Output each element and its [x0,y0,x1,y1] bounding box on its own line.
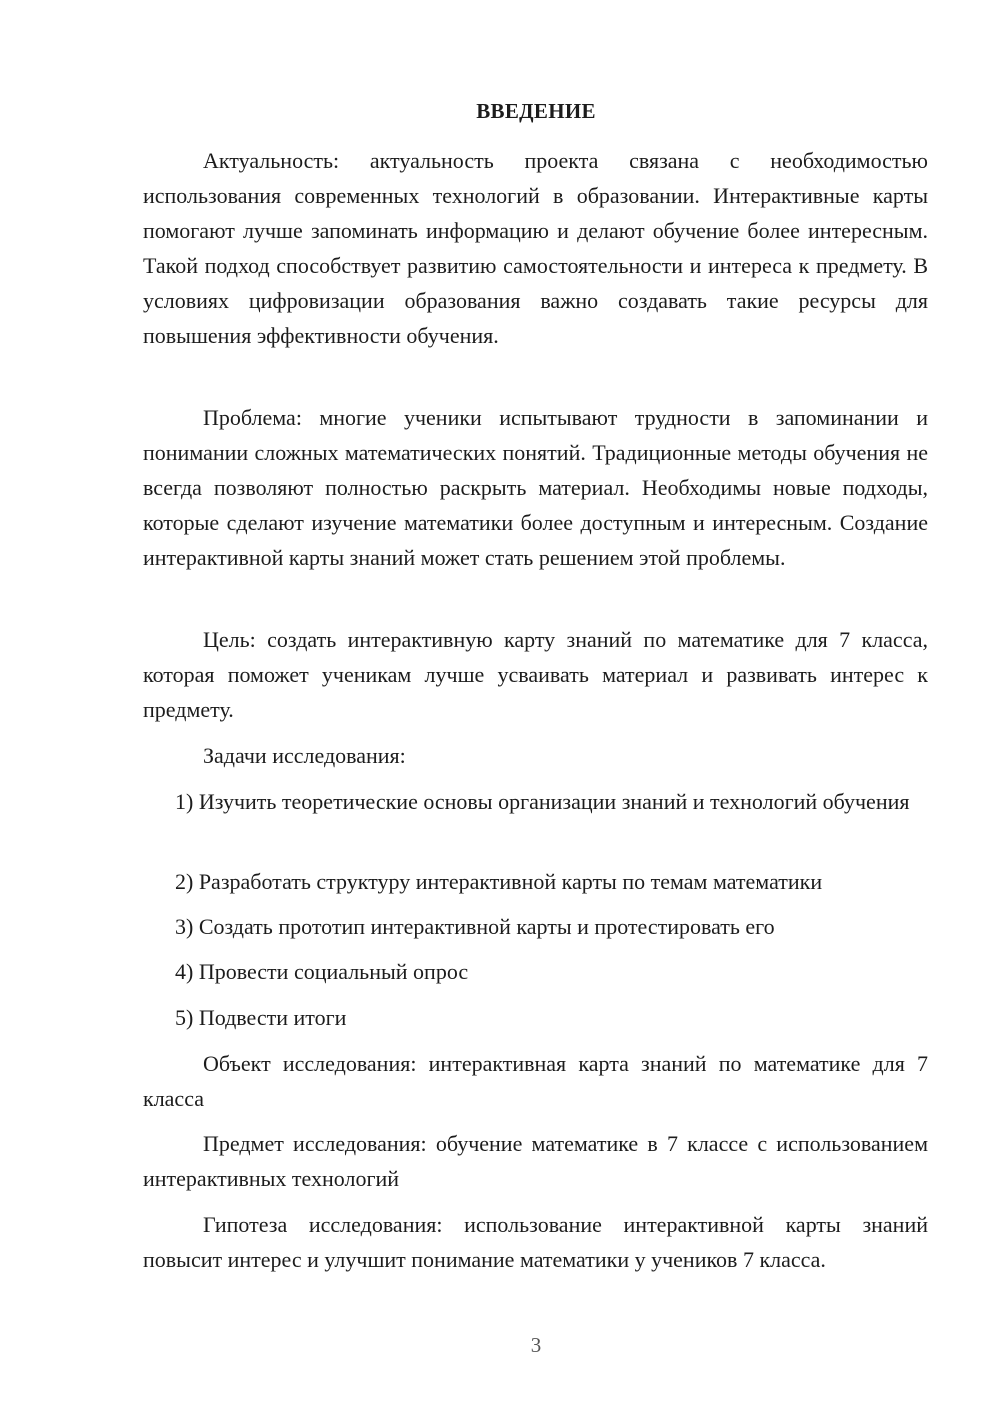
tasks-heading: Задачи исследования: [203,743,406,768]
paragraph-object: Объект исследования: интерактивная карта знаний по математике для 7 класса [143,1051,928,1111]
list-item: 4) Провести социальный опрос [175,959,469,984]
paragraph-problem: Проблема: многие ученики испытывают трудности в запоминании и понимании сложных математических понятий. Традиционные методы обучения не всегда позволяют полностью раскрыть материал. Необходимы новые подходы, которые сделают изучение математики более доступным и интересным. Создание интерактивной карты знаний может стать решением этой проблемы. [143,405,928,570]
page-title: ВВЕДЕНИЕ [476,99,596,123]
paragraph-goal: Цель: создать интерактивную карту знаний по математике для 7 класса, которая поможет ученикам лучше усваивать материал и развивать интерес к предмету. [143,627,928,722]
list-item: 5) Подвести итоги [175,1005,347,1030]
list-item: 1) Изучить теоретические основы организации знаний и технологий обучения [175,789,910,814]
list-item: 3) Создать прототип интерактивной карты и протестировать его [175,914,775,939]
paragraph-hypothesis: Гипотеза исследования: использование интерактивной карты знаний повысит интерес и улучшит понимание математики у учеников 7 класса. [143,1212,928,1272]
list-item: 2) Разработать структуру интерактивной карты по темам математики [175,869,823,894]
paragraph-subject: Предмет исследования: обучение математике в 7 классе с использованием интерактивных технологий [143,1131,928,1191]
paragraph-relevance: Актуальность: актуальность проекта связана с необходимостью использования современных технологий в образовании. Интерактивные карты помогают лучше запоминать информацию и делают обучение более интересным. Такой подход способствует развитию самостоятельности и интереса к предмету. В условиях цифровизации образования важно создавать такие ресурсы для повышения эффективности обучения. [143,148,928,348]
page-number: 3 [530,1333,542,1357]
